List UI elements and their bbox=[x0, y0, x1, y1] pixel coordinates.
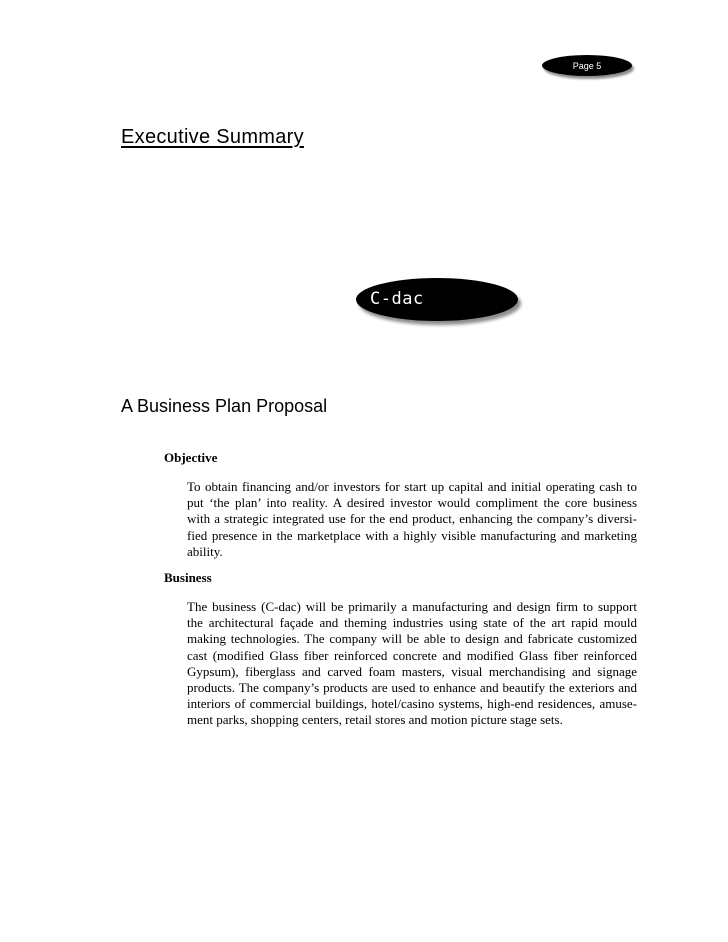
paragraph-line: making technologies. The company will be able to design and fabricate customized bbox=[187, 631, 637, 647]
section-body-objective bbox=[187, 479, 637, 560]
paragraph-line: ment parks, shopping centers, retail stores and motion picture stage sets. bbox=[187, 712, 563, 728]
paragraph-line: the architectural façade and theming industries using state of the art rapid mould bbox=[187, 615, 637, 631]
company-logo bbox=[356, 278, 518, 321]
section-heading-objective: Objective bbox=[164, 450, 218, 465]
paragraph-line: with a strategic integrated use for the end product, enhancing the company’s diversi- bbox=[187, 511, 637, 527]
paragraph-line: To obtain financing and/or investors for start up capital and initial operating cash to bbox=[187, 479, 637, 494]
page-number-label: Page 5 bbox=[572, 60, 602, 71]
paragraph-line: put ‘the plan’ into reality. A desired investor would compliment the core business bbox=[187, 495, 637, 511]
company-logo-text: C-dac bbox=[370, 289, 424, 309]
paragraph-line: interiors of commercial buildings, hotel/casino systems, high-end residences, amuse- bbox=[187, 696, 637, 712]
plan-subtitle: A Business Plan Proposal bbox=[121, 396, 328, 416]
paragraph-line: The business (C-dac) will be primarily a manufacturing and design firm to support bbox=[187, 599, 637, 614]
paragraph-line: cast (modified Glass fiber reinforced concrete and modified Glass fiber reinforced bbox=[187, 647, 637, 663]
paragraph-line: products. The company’s products are used to enhance and beautify the exteriors and bbox=[187, 680, 637, 696]
page-number-badge bbox=[542, 55, 632, 76]
section-body-business bbox=[187, 599, 637, 729]
page-title: Executive Summary bbox=[121, 126, 304, 148]
paragraph-line: ability. bbox=[187, 543, 223, 559]
section-heading-business: Business bbox=[164, 570, 212, 585]
paragraph-line: fied presence in the marketplace with a highly visible manufacturing and marketing bbox=[187, 527, 637, 543]
paragraph-line: Gypsum), fiberglass and carved foam masters, visual merchandising and signage bbox=[187, 663, 637, 679]
